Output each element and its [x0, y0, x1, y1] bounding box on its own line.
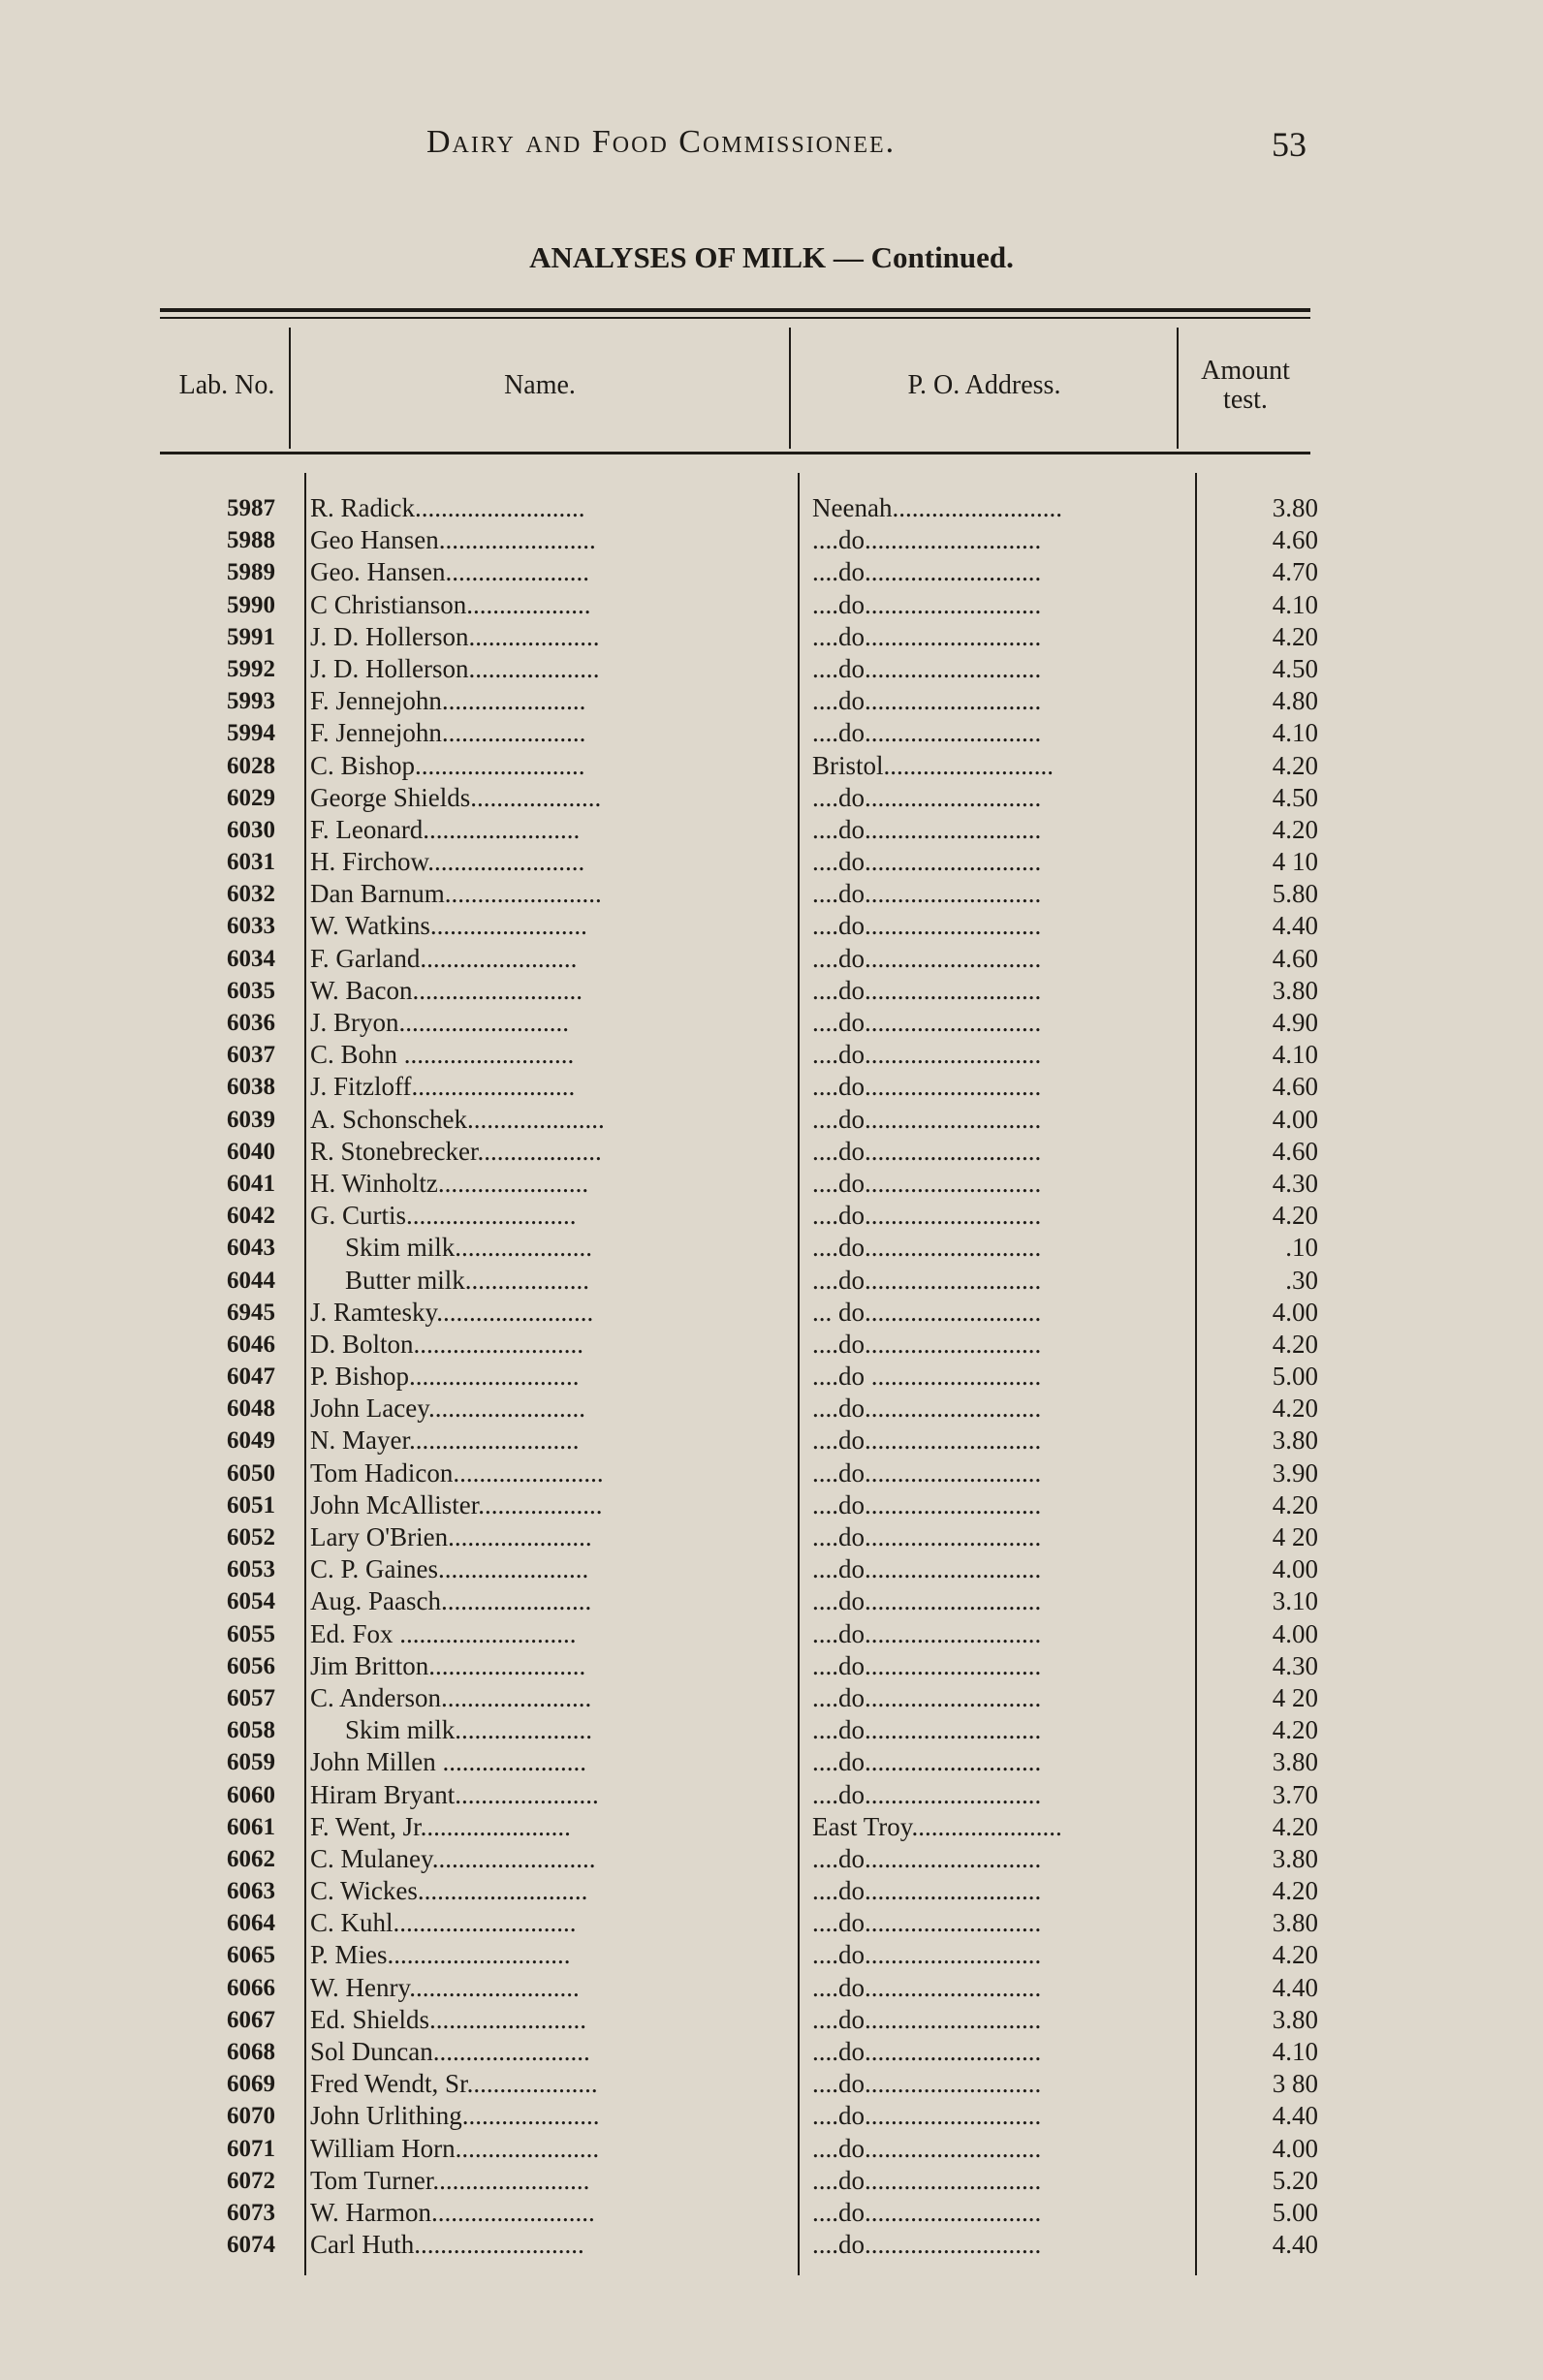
table-row: [0, 1265, 1543, 1297]
lab-no-cell: 5993: [227, 688, 275, 715]
table-row: [0, 910, 1543, 942]
amount-cell: 4 10: [1272, 847, 1318, 877]
table-row: [0, 1168, 1543, 1200]
address-cell: ....do...........................: [812, 2037, 1042, 2066]
lab-no-cell: 6058: [227, 1717, 275, 1744]
table-row: [0, 524, 1543, 556]
address-cell: ....do...........................: [812, 1136, 1042, 1166]
lab-no-cell: 6042: [227, 1203, 275, 1230]
table-row: [0, 556, 1543, 588]
column-header-address: P. O. Address.: [907, 370, 1061, 400]
address-cell: ....do...........................: [812, 1715, 1042, 1745]
name-cell: J. D. Hollerson....................: [310, 653, 600, 683]
amount-cell: 4.00: [1272, 1554, 1318, 1584]
table-row: [0, 589, 1543, 621]
amount-cell: 4.00: [1272, 1297, 1318, 1327]
lab-no-cell: 6060: [227, 1781, 275, 1808]
name-cell: F. Jennejohn......................: [310, 718, 586, 748]
lab-no-cell: 6052: [227, 1524, 275, 1550]
lab-no-cell: 6040: [227, 1138, 275, 1165]
address-cell: ....do...........................: [812, 1233, 1042, 1263]
table-row: [0, 1457, 1543, 1489]
lab-no-cell: 5990: [227, 591, 275, 618]
lab-no-cell: 6043: [227, 1235, 275, 1262]
address-cell: ....do...........................: [812, 2069, 1042, 2099]
name-cell: C Christianson...................: [310, 589, 591, 619]
table-row: [0, 653, 1543, 685]
name-cell: W. Harmon.........................: [310, 2197, 595, 2227]
lab-no-cell: 6059: [227, 1749, 275, 1776]
address-cell: ....do...........................: [812, 686, 1042, 716]
name-cell: J. Ramtesky........................: [310, 1297, 594, 1327]
lab-no-cell: 6055: [227, 1620, 275, 1647]
amount-cell: 4.20: [1272, 1394, 1318, 1424]
amount-cell: 3.70: [1272, 1779, 1318, 1809]
table-row: [0, 1939, 1543, 1971]
amount-cell: .30: [1285, 1265, 1318, 1295]
table-row: [0, 782, 1543, 814]
address-cell: ....do...........................: [812, 1072, 1042, 1102]
name-cell: F. Went, Jr.......................: [310, 1811, 571, 1841]
name-cell: H. Firchow........................: [310, 847, 585, 877]
lab-no-cell: 6051: [227, 1491, 275, 1519]
amount-cell: .10: [1285, 1233, 1318, 1263]
lab-no-cell: 6061: [227, 1813, 275, 1840]
address-cell: ....do...........................: [812, 1908, 1042, 1938]
name-cell: C. Wickes..........................: [310, 1876, 588, 1906]
name-cell: C. P. Gaines.......................: [310, 1554, 589, 1584]
amount-cell: 4.80: [1272, 686, 1318, 716]
name-cell: Tom Hadicon.......................: [310, 1457, 604, 1488]
name-cell: P. Mies............................: [310, 1940, 571, 1970]
lab-no-cell: 6069: [227, 2071, 275, 2098]
name-cell: Geo Hansen........................: [310, 525, 596, 555]
table-row: [0, 1553, 1543, 1585]
table-row: [0, 1682, 1543, 1714]
name-cell: F. Garland........................: [310, 943, 578, 973]
header-divider: [789, 328, 791, 449]
table-row: [0, 2036, 1543, 2068]
address-cell: ....do...........................: [812, 1940, 1042, 1970]
table-row: [0, 2197, 1543, 2229]
lab-no-cell: 6073: [227, 2199, 275, 2226]
page-number: 53: [1272, 125, 1307, 164]
amount-cell: 4.40: [1272, 1972, 1318, 2002]
name-cell: C. Mulaney.........................: [310, 1843, 596, 1873]
table-row: [0, 2133, 1543, 2165]
table-row: [0, 2229, 1543, 2261]
address-cell: ....do...........................: [812, 879, 1042, 909]
name-cell: H. Winholtz.......................: [310, 1168, 589, 1198]
lab-no-cell: 6057: [227, 1684, 275, 1711]
name-cell: A. Schonschek.....................: [310, 1104, 605, 1134]
amount-cell: 3.80: [1272, 1843, 1318, 1873]
name-cell: Hiram Bryant......................: [310, 1779, 599, 1809]
table-row: [0, 1843, 1543, 1875]
address-cell: ....do...........................: [812, 653, 1042, 683]
table-row: [0, 1007, 1543, 1039]
address-cell: ....do...........................: [812, 1008, 1042, 1037]
table-row: [0, 1972, 1543, 2004]
amount-cell: 5.00: [1272, 1362, 1318, 1392]
name-cell: John Urlithing.....................: [310, 2101, 600, 2131]
lab-no-cell: 6044: [227, 1267, 275, 1294]
address-cell: ....do...........................: [812, 943, 1042, 973]
name-cell: Ed. Shields........................: [310, 2004, 587, 2034]
amount-cell: 4.60: [1272, 1136, 1318, 1166]
lab-no-cell: 6037: [227, 1042, 275, 1069]
lab-no-cell: 5991: [227, 623, 275, 650]
column-header-amount: Amount test.: [1201, 356, 1290, 415]
name-cell: George Shields....................: [310, 782, 602, 812]
address-cell: ....do...........................: [812, 1876, 1042, 1906]
amount-cell: 4.40: [1272, 2101, 1318, 2131]
table-row: [0, 2068, 1543, 2100]
table-row: [0, 621, 1543, 653]
lab-no-cell: 6033: [227, 913, 275, 940]
table-row: [0, 878, 1543, 910]
name-cell: John Millen ......................: [310, 1747, 587, 1777]
table-row: [0, 1425, 1543, 1456]
address-cell: ....do...........................: [812, 621, 1042, 651]
lab-no-cell: 6031: [227, 849, 275, 876]
address-cell: ....do...........................: [812, 2230, 1042, 2260]
name-cell: J. D. Hollerson....................: [310, 621, 600, 651]
name-cell: Ed. Fox ...........................: [310, 1618, 577, 1648]
lab-no-cell: 6067: [227, 2006, 275, 2033]
amount-cell: 3.10: [1272, 1586, 1318, 1616]
address-cell: ....do...........................: [812, 1522, 1042, 1551]
name-cell: Geo. Hansen......................: [310, 557, 589, 587]
lab-no-cell: 6072: [227, 2167, 275, 2194]
amount-cell: 4.60: [1272, 943, 1318, 973]
lab-no-cell: 6032: [227, 881, 275, 908]
name-cell: Carl Huth..........................: [310, 2230, 584, 2260]
lab-no-cell: 6039: [227, 1106, 275, 1133]
table-row: [0, 1297, 1543, 1329]
address-cell: ....do...........................: [812, 847, 1042, 877]
name-cell: C. Bishop..........................: [310, 750, 585, 780]
name-cell: P. Bishop..........................: [310, 1362, 580, 1392]
lab-no-cell: 6062: [227, 1845, 275, 1872]
amount-cell: 4.10: [1272, 1040, 1318, 1070]
address-cell: ....do...........................: [812, 1586, 1042, 1616]
address-cell: ... do...........................: [812, 1297, 1042, 1327]
table-row: [0, 1393, 1543, 1425]
address-cell: ....do...........................: [812, 1265, 1042, 1295]
lab-no-cell: 6048: [227, 1395, 275, 1423]
table-row: [0, 492, 1543, 524]
table-row: [0, 1071, 1543, 1103]
name-cell: G. Curtis..........................: [310, 1201, 577, 1231]
column-header-name: Name.: [504, 370, 576, 400]
table-row: [0, 1329, 1543, 1361]
address-cell: ....do ..........................: [812, 1362, 1042, 1392]
name-cell: R. Stonebrecker...................: [310, 1136, 602, 1166]
amount-cell: 4.20: [1272, 1811, 1318, 1841]
lab-no-cell: 6054: [227, 1588, 275, 1615]
lab-no-cell: 6038: [227, 1074, 275, 1101]
amount-cell: 4.90: [1272, 1008, 1318, 1037]
table-row: [0, 943, 1543, 975]
column-header-lab-no: Lab. No.: [178, 370, 275, 400]
address-cell: ....do...........................: [812, 1554, 1042, 1584]
amount-cell: 4.00: [1272, 2133, 1318, 2163]
address-cell: ....do...........................: [812, 2197, 1042, 2227]
table-row: [0, 1585, 1543, 1617]
name-cell: N. Mayer..........................: [310, 1425, 580, 1456]
table-row: [0, 1136, 1543, 1168]
name-cell: W. Watkins........................: [310, 911, 587, 941]
amount-cell: 4.20: [1272, 621, 1318, 651]
amount-cell: 3.80: [1272, 493, 1318, 522]
lab-no-cell: 6049: [227, 1427, 275, 1455]
amount-cell: 4.40: [1272, 2230, 1318, 2260]
lab-no-cell: 5989: [227, 559, 275, 586]
lab-no-cell: 6030: [227, 816, 275, 843]
address-cell: ....do...........................: [812, 1104, 1042, 1134]
address-cell: ....do...........................: [812, 1489, 1042, 1519]
address-cell: ....do...........................: [812, 2004, 1042, 2034]
header-bottom-rule: [160, 452, 1310, 454]
amount-cell: 3 80: [1272, 2069, 1318, 2099]
amount-cell: 4.20: [1272, 1489, 1318, 1519]
name-cell: Dan Barnum........................: [310, 879, 602, 909]
amount-cell: 4.50: [1272, 782, 1318, 812]
amount-cell: 4.50: [1272, 653, 1318, 683]
lab-no-cell: 5987: [227, 495, 275, 521]
address-cell: ....do...........................: [812, 1201, 1042, 1231]
amount-cell: 3.80: [1272, 975, 1318, 1005]
lab-no-cell: 6047: [227, 1363, 275, 1391]
address-cell: ....do...........................: [812, 2165, 1042, 2195]
table-row: [0, 1104, 1543, 1136]
lab-no-cell: 6945: [227, 1299, 275, 1326]
amount-cell: 4.20: [1272, 1876, 1318, 1906]
lab-no-cell: 6063: [227, 1878, 275, 1905]
table-row: [0, 1907, 1543, 1939]
amount-cell: 4.40: [1272, 911, 1318, 941]
name-cell: Jim Britton........................: [310, 1650, 586, 1680]
amount-cell: 4 20: [1272, 1522, 1318, 1551]
address-cell: ....do...........................: [812, 1040, 1042, 1070]
table-row: [0, 846, 1543, 878]
address-cell: ....do...........................: [812, 589, 1042, 619]
lab-no-cell: 6064: [227, 1910, 275, 1937]
name-cell: C. Bohn ..........................: [310, 1040, 575, 1070]
amount-cell: 4.60: [1272, 1072, 1318, 1102]
amount-cell: 4.20: [1272, 750, 1318, 780]
amount-cell: 4.30: [1272, 1168, 1318, 1198]
table-row: [0, 2100, 1543, 2132]
table-row: [0, 975, 1543, 1007]
amount-cell: 4.00: [1272, 1618, 1318, 1648]
lab-no-cell: 6034: [227, 945, 275, 972]
amount-cell: 4.10: [1272, 718, 1318, 748]
address-cell: ....do...........................: [812, 1682, 1042, 1712]
address-cell: ....do...........................: [812, 1747, 1042, 1777]
table-row: [0, 1489, 1543, 1521]
address-cell: Neenah..........................: [812, 493, 1062, 522]
lab-no-cell: 6071: [227, 2135, 275, 2162]
address-cell: ....do...........................: [812, 557, 1042, 587]
lab-no-cell: 6056: [227, 1652, 275, 1679]
lab-no-cell: 6036: [227, 1010, 275, 1036]
table-row: [0, 1521, 1543, 1553]
table-row: [0, 1618, 1543, 1650]
name-cell: W. Bacon..........................: [310, 975, 583, 1005]
amount-cell: 5.80: [1272, 879, 1318, 909]
amount-cell: 3.80: [1272, 1425, 1318, 1456]
amount-cell: 5.20: [1272, 2165, 1318, 2195]
address-cell: ....do...........................: [812, 782, 1042, 812]
lab-no-cell: 5992: [227, 655, 275, 682]
name-cell: D. Bolton..........................: [310, 1329, 584, 1359]
table-row: [0, 1361, 1543, 1393]
amount-cell: 4.20: [1272, 814, 1318, 844]
table-row: [0, 717, 1543, 749]
address-cell: ....do...........................: [812, 1457, 1042, 1488]
name-cell: William Horn......................: [310, 2133, 600, 2163]
top-rule-thin: [160, 317, 1310, 319]
table-row: [0, 814, 1543, 846]
address-cell: ....do...........................: [812, 1394, 1042, 1424]
address-cell: ....do...........................: [812, 1618, 1042, 1648]
header-divider: [289, 328, 291, 449]
address-cell: ....do...........................: [812, 2101, 1042, 2131]
header-divider: [1177, 328, 1179, 449]
lab-no-cell: 6035: [227, 977, 275, 1004]
table-body: [0, 492, 1543, 2261]
address-cell: ....do...........................: [812, 814, 1042, 844]
name-cell: Fred Wendt, Sr....................: [310, 2069, 598, 2099]
amount-cell: 3.80: [1272, 2004, 1318, 2034]
name-cell: Butter milk...................: [345, 1265, 589, 1295]
lab-no-cell: 6028: [227, 752, 275, 779]
address-cell: ....do...........................: [812, 2133, 1042, 2163]
name-cell: J. Bryon..........................: [310, 1008, 570, 1037]
name-cell: F. Jennejohn......................: [310, 686, 586, 716]
amount-cell: 4 20: [1272, 1682, 1318, 1712]
address-cell: ....do...........................: [812, 975, 1042, 1005]
lab-no-cell: 5994: [227, 720, 275, 747]
lab-no-cell: 6053: [227, 1556, 275, 1583]
amount-cell: 3.90: [1272, 1457, 1318, 1488]
address-cell: East Troy.......................: [812, 1811, 1062, 1841]
address-cell: ....do...........................: [812, 1425, 1042, 1456]
table-row: [0, 1779, 1543, 1811]
amount-cell: 4.30: [1272, 1650, 1318, 1680]
amount-cell: 4.20: [1272, 1715, 1318, 1745]
table-row: [0, 750, 1543, 782]
amount-cell: 5.00: [1272, 2197, 1318, 2227]
table-row: [0, 1039, 1543, 1071]
address-cell: ....do...........................: [812, 1779, 1042, 1809]
table-row: [0, 1200, 1543, 1232]
lab-no-cell: 6074: [227, 2232, 275, 2259]
name-cell: Skim milk.....................: [345, 1715, 593, 1745]
lab-no-cell: 6068: [227, 2039, 275, 2065]
name-cell: Aug. Paasch.......................: [310, 1586, 592, 1616]
amount-cell: 4.20: [1272, 1940, 1318, 1970]
lab-no-cell: 6050: [227, 1459, 275, 1487]
address-cell: ....do...........................: [812, 525, 1042, 555]
address-cell: ....do...........................: [812, 1650, 1042, 1680]
address-cell: Bristol..........................: [812, 750, 1055, 780]
table-row: [0, 2004, 1543, 2036]
page-header: [0, 124, 1543, 172]
amount-cell: 4.00: [1272, 1104, 1318, 1134]
name-cell: Skim milk.....................: [345, 1233, 593, 1263]
amount-cell: 4.20: [1272, 1329, 1318, 1359]
table-row: [0, 1650, 1543, 1682]
name-cell: John McAllister...................: [310, 1489, 603, 1519]
amount-cell: 4.10: [1272, 2037, 1318, 2066]
amount-cell: 3.80: [1272, 1908, 1318, 1938]
amount-cell: 4.10: [1272, 589, 1318, 619]
lab-no-cell: 6046: [227, 1331, 275, 1358]
address-cell: ....do...........................: [812, 1972, 1042, 2002]
address-cell: ....do...........................: [812, 1329, 1042, 1359]
lab-no-cell: 6065: [227, 1942, 275, 1969]
name-cell: C. Kuhl............................: [310, 1908, 577, 1938]
lab-no-cell: 5988: [227, 527, 275, 554]
table-row: [0, 685, 1543, 717]
amount-cell: 4.20: [1272, 1201, 1318, 1231]
name-cell: C. Anderson.......................: [310, 1682, 592, 1712]
lab-no-cell: 6070: [227, 2103, 275, 2130]
table-row: [0, 1746, 1543, 1778]
lab-no-cell: 6029: [227, 784, 275, 811]
amount-cell: 4.60: [1272, 525, 1318, 555]
name-cell: Tom Turner........................: [310, 2165, 590, 2195]
table-row: [0, 1811, 1543, 1843]
address-cell: ....do...........................: [812, 1843, 1042, 1873]
address-cell: ....do...........................: [812, 911, 1042, 941]
name-cell: R. Radick..........................: [310, 493, 585, 522]
address-cell: ....do...........................: [812, 1168, 1042, 1198]
table-row: [0, 1875, 1543, 1907]
table-row: [0, 1232, 1543, 1264]
table-row: [0, 2165, 1543, 2197]
lab-no-cell: 6066: [227, 1974, 275, 2001]
name-cell: J. Fitzloff.........................: [310, 1072, 576, 1102]
running-title: Dairy and Food Commissionee.: [426, 124, 897, 160]
top-rule: [160, 308, 1310, 312]
name-cell: Lary O'Brien......................: [310, 1522, 592, 1551]
amount-cell: 3.80: [1272, 1747, 1318, 1777]
table-row: [0, 1714, 1543, 1746]
name-cell: John Lacey........................: [310, 1394, 585, 1424]
address-cell: ....do...........................: [812, 718, 1042, 748]
table-title: ANALYSES OF MILK — Continued.: [529, 240, 1014, 274]
amount-cell: 4.70: [1272, 557, 1318, 587]
lab-no-cell: 6041: [227, 1170, 275, 1197]
name-cell: W. Henry..........................: [310, 1972, 580, 2002]
name-cell: Sol Duncan........................: [310, 2037, 590, 2066]
name-cell: F. Leonard........................: [310, 814, 581, 844]
